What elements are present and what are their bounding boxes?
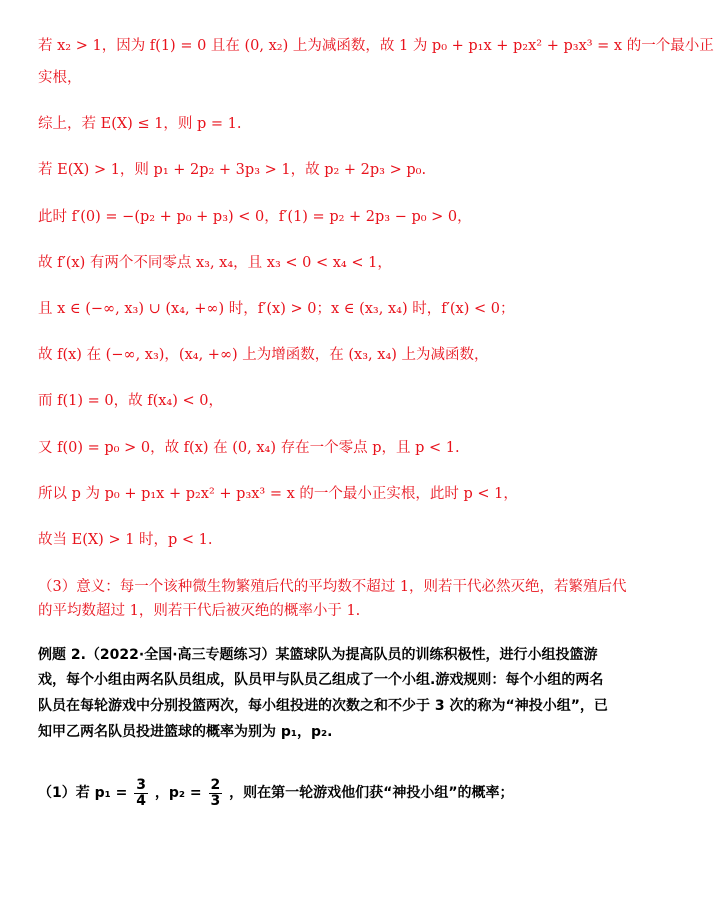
line-10: 又 f(0) = p₀ > 0，故 f(x) 在 (0, x₄) 存在一个零点 p，且 p < 1. — [38, 440, 460, 456]
question-1-suffix: ，则在第一轮游戏他们获“神投小组”的概率； — [229, 785, 514, 801]
line-4: 若 E(X) > 1，则 p₁ + 2p₂ + 3p₃ > 1，故 p₂ + 2p₃ > p₀. — [38, 162, 427, 178]
line-8: 故 f(x) 在 (−∞, x₃)，(x₄, +∞) 上为增函数，在 (x₃, x₄) 上为减函数， — [38, 347, 489, 363]
fraction-p1 — [134, 778, 148, 809]
line-18: 知甲乙两名队员投进篮球的概率为别为 p₁，p₂. — [38, 724, 333, 740]
fraction-p2-numerator: 2 — [210, 776, 221, 793]
question-1-prefix: （1）若 p₁ = — [38, 785, 128, 801]
line-1: 若 x₂ > 1，因为 f(1) = 0 且在 (0, x₂) 上为减函数，故 1 为 p₀ + p₁x + p₂x² + p₃x³ = x 的一个最小正 — [38, 38, 714, 54]
fraction-p1-numerator: 3 — [136, 776, 146, 793]
line-7: 且 x ∈ (−∞, x₃) ∪ (x₄, +∞) 时，f′(x) > 0；x ∈ (x₃, x₄) 时，f′(x) < 0； — [38, 301, 515, 317]
fraction-p1-denominator: 4 — [136, 792, 146, 809]
line-13: （3）意义：每一个该种微生物繁殖后代的平均数不超过 1，则若干代必然灭绝，若繁殖后代 — [38, 579, 627, 595]
line-19 — [38, 776, 618, 810]
line-17: 队员在每轮游戏中分别投篮两次，每小组投进的次数之和不少于 3 次的称为“神投小组”，已 — [38, 698, 608, 714]
line-2: 实根， — [38, 70, 82, 86]
fraction-p2 — [209, 778, 223, 809]
line-9: 而 f(1) = 0，故 f(x₄) < 0， — [38, 393, 223, 409]
line-5: 此时 f′(0) = −(p₂ + p₀ + p₃) < 0，f′(1) = p₂ + 2p₃ − p₀ > 0， — [38, 209, 472, 225]
line-11: 所以 p 为 p₀ + p₁x + p₂x² + p₃x³ = x 的一个最小正实根，此时 p < 1， — [38, 486, 518, 502]
line-14: 的平均数超过 1，则若干代后被灭绝的概率小于 1. — [38, 603, 361, 619]
line-15: 例题 2.（2022·全国·高三专题练习）某篮球队为提高队员的训练积极性，进行小组投篮游 — [38, 647, 598, 663]
question-1-middle: ，p₂ = — [154, 785, 202, 801]
fraction-p2-denominator: 3 — [210, 792, 221, 809]
line-3: 综上，若 E(X) ≤ 1，则 p = 1. — [38, 116, 242, 132]
line-6: 故 f′(x) 有两个不同零点 x₃, x₄，且 x₃ < 0 < x₄ < 1， — [38, 255, 392, 271]
line-12: 故当 E(X) > 1 时，p < 1. — [38, 532, 213, 548]
line-16: 戏，每个小组由两名队员组成，队员甲与队员乙组成了一个小组.游戏规则：每个小组的两名 — [38, 672, 604, 688]
